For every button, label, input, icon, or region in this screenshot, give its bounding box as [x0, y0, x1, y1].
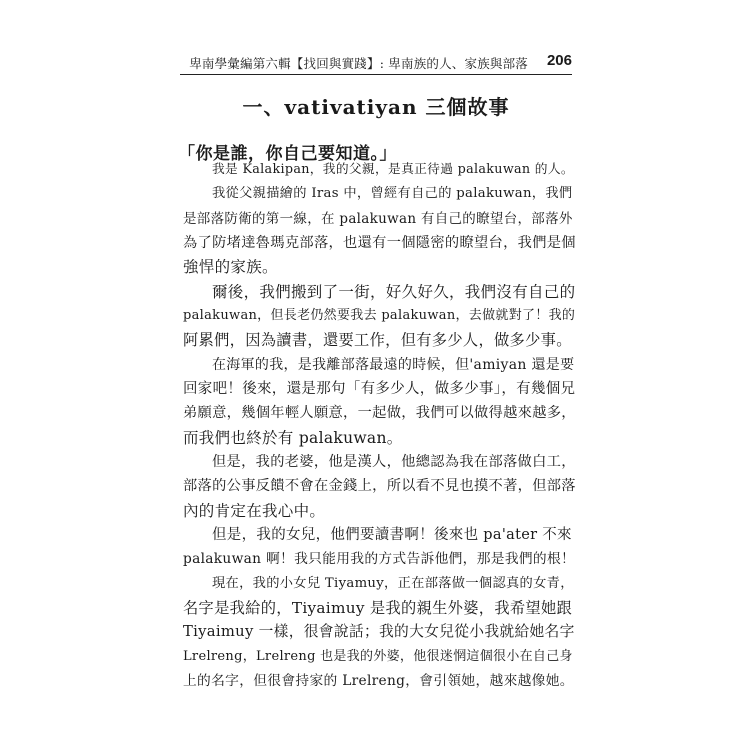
text-line: 我從父親描繪的 Iras 中，曾經有自己的 palakuwan，我們 [212, 186, 573, 201]
text-line: 為了防堵達魯瑪克部落，也還有一個隱密的瞭望台，我們是個 [183, 235, 576, 251]
text-line: 現在，我的小女兒 Tiyamuy，正在部落做一個認真的女青， [212, 576, 574, 591]
text-line: 回家吧！後來，還是那句「有多少人，做多少事」，有幾個兄 [183, 381, 576, 397]
running-header [180, 52, 572, 75]
chapter-title: 一、vativatiyan 三個故事 [242, 95, 510, 119]
text-line: 內的肯定在我心中。 [183, 502, 326, 520]
text-line: 但是，我的老婆，他是漢人，他總認為我在部落做白工， [212, 454, 576, 470]
text-line: 而我們也終於有 palakuwan。 [183, 429, 403, 447]
text-line: 爾後，我們搬到了一街，好久好久，我們沒有自己的 [212, 283, 576, 301]
text-line: 在海軍的我，是我離部落最遠的時候，但'amiyan 還是要 [212, 357, 575, 373]
section-title: 「你是誰，你自己要知道。」 [178, 144, 397, 164]
text-line: 部落的公事反饋不會在金錢上，所以看不見也摸不著，但部落 [183, 478, 576, 494]
text-line: 強悍的家族。 [183, 258, 278, 276]
text-line: 上的名字，但很會持家的 Lrelreng，會引領她，越來越像她。 [183, 673, 574, 689]
text-line: palakuwan，但長老仍然要我去 palakuwan，去做就對了！我的 [183, 308, 576, 323]
page-number: 206 [546, 52, 572, 69]
text-line: 弟願意，幾個年輕人願意，一起做，我們可以做得越來越多， [183, 405, 576, 421]
text-line: Tiyaimuy 一樣，很會說話；我的大女兒從小我就給她名字 [183, 623, 575, 640]
text-line: 是部落防衛的第一線，在 palakuwan 有自己的瞭望台，部落外 [183, 211, 573, 227]
text-line: 我是 Kalakipan，我的父親，是真正待過 palakuwan 的人。 [212, 162, 574, 177]
running-title: 卑南學彙編第六輯【找回與實踐】: 卑南族的人、家族與部落 [189, 56, 528, 71]
text-line: 阿累們，因為讀書，還要工作，但有多少人，做多少事。 [183, 331, 572, 349]
text-line: 但是，我的女兒，他們要讀書啊！後來也 pa'ater 不來 [212, 527, 572, 543]
text-line: Lrelreng，Lrelreng 也是我的外婆，他很迷惘這個很小在自己身 [183, 649, 573, 664]
text-line: 名字是我給的，Tiyaimuy 是我的親生外婆，我希望她跟 [183, 599, 573, 617]
text-line: palakuwan 啊！我只能用我的方式告訴他們，那是我們的根！ [183, 551, 576, 567]
